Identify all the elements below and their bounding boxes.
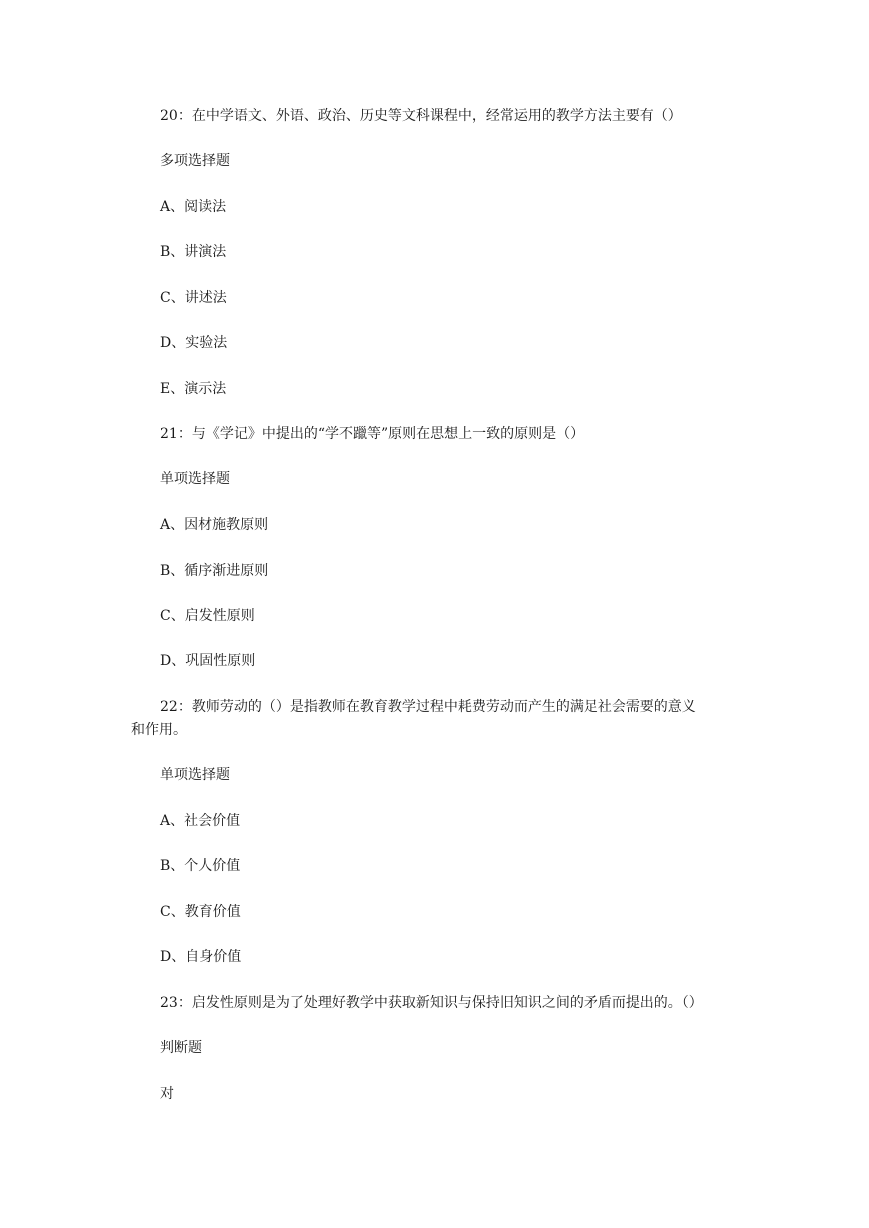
question-21-option-c: C、启发性原则 bbox=[160, 608, 255, 624]
question-20-option-c: C、讲述法 bbox=[160, 290, 227, 306]
question-21-stem: 21：与《学记》中提出的“学不躐等”原则在思想上一致的原则是（） bbox=[160, 426, 585, 442]
question-22-option-a: A、社会价值 bbox=[160, 813, 241, 829]
question-20-type: 多项选择题 bbox=[160, 153, 230, 169]
question-22-option-b: B、个人价值 bbox=[160, 858, 241, 874]
question-20-option-d: D、实验法 bbox=[160, 335, 228, 351]
question-21-option-d: D、巩固性原则 bbox=[160, 653, 256, 669]
question-22-option-c: C、教育价值 bbox=[160, 904, 241, 920]
question-22-type: 单项选择题 bbox=[160, 767, 230, 783]
question-22-option-d: D、自身价值 bbox=[160, 949, 242, 965]
question-23-stem: 23：启发性原则是为了处理好教学中获取新知识与保持旧知识之间的矛盾而提出的。（） bbox=[160, 995, 703, 1011]
question-23-type: 判断题 bbox=[160, 1040, 202, 1056]
question-21-option-b: B、循序渐进原则 bbox=[160, 563, 269, 579]
question-21-option-a: A、因材施教原则 bbox=[160, 517, 269, 533]
question-23-option-true: 对 bbox=[160, 1086, 174, 1102]
question-20-stem: 20：在中学语文、外语、政治、历史等文科课程中，经常运用的教学方法主要有（） bbox=[160, 108, 682, 124]
question-20-option-e: E、演示法 bbox=[160, 381, 227, 397]
question-22-stem-line1: 22：教师劳动的（）是指教师在教育教学过程中耗费劳动而产生的满足社会需要的意义 bbox=[160, 699, 696, 715]
question-20-option-b: B、讲演法 bbox=[160, 244, 227, 260]
question-22-stem-line2: 和作用。 bbox=[131, 722, 187, 738]
question-20-option-a: A、阅读法 bbox=[160, 199, 227, 215]
question-21-type: 单项选择题 bbox=[160, 471, 230, 487]
